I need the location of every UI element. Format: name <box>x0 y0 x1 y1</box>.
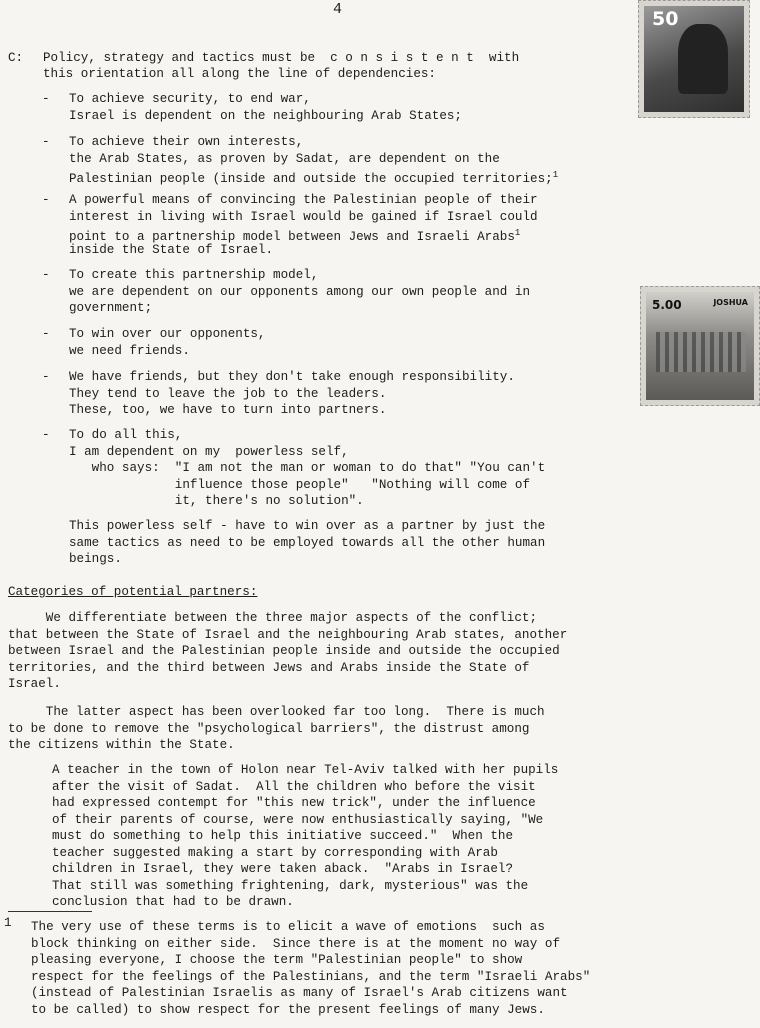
bullet-line <box>69 108 462 124</box>
bullet-line <box>69 386 386 402</box>
line-text: This powerless self - have to win over as a partner by just the <box>69 519 546 533</box>
footnote-reference: 1 <box>514 228 521 238</box>
bullet-dash: - <box>42 370 50 384</box>
paragraph-line <box>8 610 537 626</box>
quote-line <box>52 762 558 778</box>
paragraph-line <box>8 737 235 753</box>
line-text: 4 <box>333 1 343 18</box>
line-text: had expressed contempt for "this new trick", under the influence <box>52 796 536 810</box>
bullet-line <box>69 369 515 385</box>
closing-line <box>69 518 545 534</box>
line-text: The latter aspect has been overlooked far too long. There is much <box>8 705 545 719</box>
portrait-figure <box>678 24 728 94</box>
paragraph-line <box>8 704 545 720</box>
quote-line <box>52 845 498 861</box>
bullet-line <box>69 242 273 258</box>
line-text: We differentiate between the three major aspects of the conflict; <box>8 611 538 625</box>
line-text: we need friends. <box>69 343 190 358</box>
section-line <box>43 50 519 66</box>
bullet-line <box>69 427 182 443</box>
closing-line <box>69 551 122 567</box>
line-text: To create this partnership model, <box>69 268 319 282</box>
footnote-line <box>31 952 522 968</box>
bullet-line <box>69 402 386 418</box>
footnote-reference: 1 <box>552 170 559 180</box>
portrait-stamp-icon <box>638 0 750 118</box>
line-text: To do all this, <box>69 428 183 442</box>
line-text: interest in living with Israel would be gained if Israel could <box>69 209 538 224</box>
line-text: respect for the feelings of the Palestinians, and the term "Israeli Arabs" <box>31 969 591 984</box>
bullet-line <box>69 477 530 493</box>
bullet-line <box>69 267 318 283</box>
line-text: after the visit of Sadat. All the children who before the visit <box>52 779 536 794</box>
line-text: this orientation all along the line of dependencies: <box>43 67 436 81</box>
bullet-line <box>69 209 538 225</box>
line-text: The very use of these terms is to elicit a wave of emotions such as <box>31 920 545 934</box>
line-text: the citizens within the State. <box>8 738 235 752</box>
stamp-scene <box>656 332 746 372</box>
bullet-line <box>69 192 538 208</box>
line-text: 1 <box>4 916 12 930</box>
line-text: (instead of Palestinian Israelis as many of Israel's Arab citizens want <box>31 986 568 1000</box>
line-text: These, too, we have to turn into partners. <box>69 403 387 417</box>
line-text: inside the State of Israel. <box>69 242 274 257</box>
line-text: To win over our opponents, <box>69 327 266 341</box>
line-text: beings. <box>69 552 122 566</box>
section-heading <box>8 584 257 600</box>
bullet-line <box>69 91 311 107</box>
stamp-value: 50 <box>652 8 679 30</box>
bullet-line <box>69 167 558 187</box>
paragraph-line <box>8 660 529 676</box>
section-label <box>8 50 23 66</box>
paragraph-line <box>8 643 560 659</box>
line-text: pleasing everyone, I choose the term "Palestinian people" to show <box>31 953 523 967</box>
line-text: territories, and the third between Jews and Arabs inside the State of <box>8 660 530 675</box>
footnote-line <box>31 936 560 952</box>
line-text: of their parents of course, were now enthusiastically saying, "We <box>52 812 544 827</box>
line-text: who says: "I am not the man or woman to do that" "You can't <box>69 461 546 475</box>
bullet-dash: - <box>42 193 50 207</box>
closing-line <box>69 535 545 551</box>
footnote-rule <box>8 911 92 912</box>
quote-line <box>52 828 513 844</box>
bullet-line <box>69 493 364 509</box>
line-text: between Israel and the Palestinian people inside and outside the occupied <box>8 644 560 658</box>
stamp-value: 5.00 <box>652 298 682 312</box>
line-text: We have friends, but they don't take enough responsibility. <box>69 370 515 384</box>
line-text: I am dependent on my powerless self, <box>69 444 349 459</box>
line-text: A powerful means of convincing the Palestinian people of their <box>69 193 538 207</box>
line-text: teacher suggested making a start by corresponding with Arab <box>52 845 498 860</box>
bullet-dash: - <box>42 327 50 341</box>
footnote-line <box>31 1002 545 1018</box>
bullet-line <box>69 460 545 476</box>
footnote-line <box>31 985 568 1001</box>
bullet-line <box>69 444 349 460</box>
quote-line <box>52 861 513 877</box>
quote-line <box>52 812 543 828</box>
paragraph-line <box>8 627 567 643</box>
line-text: must do something to help this initiative succeed." When the <box>52 829 514 843</box>
page-number <box>333 2 342 18</box>
line-text: That still was something frightening, dark, mysterious" was the <box>52 878 529 893</box>
quote-line <box>52 795 536 811</box>
line-text: To achieve security, to end war, <box>69 92 311 106</box>
line-text: They tend to leave the job to the leaders. <box>69 386 387 401</box>
line-text: Palestinian people (inside and outside the occupied territories; <box>69 172 553 186</box>
quote-line <box>52 894 294 910</box>
line-text: conclusion that had to be drawn. <box>52 895 294 909</box>
quote-line <box>52 878 528 894</box>
quote-line <box>52 779 536 795</box>
line-text: government; <box>69 301 153 315</box>
line-text: Israel is dependent on the neighbouring Arab States; <box>69 108 462 123</box>
line-text: To achieve their own interests, <box>69 135 304 149</box>
line-text: point to a partnership model between Jews and Israeli Arabs <box>69 230 515 244</box>
bullet-line <box>69 300 152 316</box>
line-text: Policy, strategy and tactics must be c o n s i s t e n t with <box>43 51 520 65</box>
line-text: to be done to remove the "psychological barriers", the distrust among <box>8 721 530 736</box>
stamp-title: JOSHUA <box>713 298 748 307</box>
bullet-dash: - <box>42 428 50 442</box>
bullet-line <box>69 284 530 300</box>
bullet-line <box>69 134 303 150</box>
footnote-marker <box>4 915 12 931</box>
line-text: influence those people" "Nothing will come of <box>69 477 531 492</box>
joshua-stamp-icon <box>640 286 760 406</box>
line-text: C: <box>8 51 24 65</box>
line-text: to be called) to show respect for the present feelings of many Jews. <box>31 1002 545 1017</box>
stamp-image <box>646 292 754 400</box>
paragraph-line <box>8 676 61 692</box>
bullet-dash: - <box>42 268 50 282</box>
section-line <box>43 66 436 82</box>
footnote-line <box>31 919 545 935</box>
line-text: block thinking on either side. Since there is at the moment no way of <box>31 936 561 951</box>
line-text: children in Israel, they were taken aback. "Arabs in Israel? <box>52 862 514 876</box>
line-text: it, there's no solution". <box>69 494 364 508</box>
line-text: Categories of potential partners: <box>8 585 258 599</box>
line-text: that between the State of Israel and the neighbouring Arab states, another <box>8 627 568 642</box>
bullet-line <box>69 151 500 167</box>
bullet-dash: - <box>42 92 50 106</box>
line-text: we are dependent on our opponents among our own people and in <box>69 284 531 299</box>
bullet-line <box>69 343 190 359</box>
line-text: Israel. <box>8 677 61 691</box>
footnote-line <box>31 969 590 985</box>
paragraph-line <box>8 721 529 737</box>
line-text: the Arab States, as proven by Sadat, are dependent on the <box>69 151 500 166</box>
stamp-image <box>644 6 744 112</box>
line-text: same tactics as need to be employed towards all the other human <box>69 535 546 550</box>
line-text: A teacher in the town of Holon near Tel-Aviv talked with her pupils <box>52 763 559 777</box>
bullet-line <box>69 326 266 342</box>
bullet-dash: - <box>42 135 50 149</box>
